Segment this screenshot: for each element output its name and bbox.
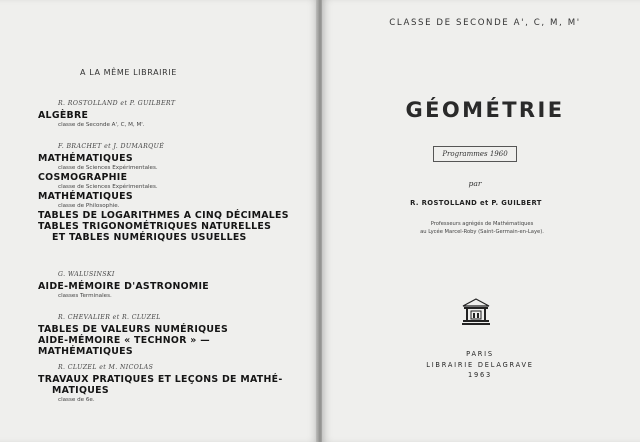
book-title: ALGÈBRE [38, 110, 89, 121]
book-title: TABLES TRIGONOMÉTRIQUES NATURELLES [38, 221, 272, 232]
book-title: TRAVAUX PRATIQUES ET LEÇONS DE MATHÉ- [38, 374, 283, 385]
par-label: par [468, 179, 482, 188]
title-page-authors: R. ROSTOLLAND et P. GUILBERT [410, 199, 542, 207]
book-title: AIDE-MÉMOIRE « TECHNOR » — MATHÉMATIQUES [38, 335, 210, 357]
book-subtitle: classe de Philosophie. [58, 203, 120, 209]
right-page [322, 0, 640, 442]
book-title: AIDE-MÉMOIRE D'ASTRONOMIE [38, 281, 210, 292]
left-page [0, 0, 318, 442]
credentials-line: Professeurs agrégés de Mathématiques [430, 221, 534, 227]
library-header: A LA MÊME LIBRAIRIE [80, 68, 177, 77]
group-authors: R. ROSTOLLAND et P. GUILBERT [58, 100, 176, 107]
book-title: TABLES DE LOGARITHMES A CINQ DÉCIMALES [38, 210, 289, 221]
group-walusinski [38, 271, 308, 300]
publisher-city: PARIS [466, 350, 494, 358]
group-rostolland [38, 100, 308, 129]
book-subtitle: classe de Seconde A', C, M, M'. [58, 122, 145, 128]
book-subtitle: classe de Sciences Expérimentales. [58, 184, 158, 190]
book-title-cont: ET TABLES NUMÉRIQUES USUELLES [52, 232, 247, 243]
book-title-continuation [38, 232, 308, 243]
book-title: COSMOGRAPHIE [38, 172, 128, 183]
group-chevalier [38, 314, 308, 357]
publisher-name: LIBRAIRIE DELAGRAVE [426, 360, 534, 369]
publisher-block [400, 349, 560, 381]
group-authors: R. CHEVALIER et R. CLUZEL [58, 314, 161, 321]
class-header: CLASSE DE SECONDE A', C, M, M' [389, 18, 581, 28]
book-subtitle: classe de Sciences Expérimentales. [58, 165, 158, 171]
book-subtitle: classes Terminales. [58, 293, 112, 299]
group-authors: R. CLUZEL et M. NICOLAS [58, 364, 154, 371]
book-title-cont: MATIQUES [52, 385, 109, 396]
group-authors: F. BRACHET et J. DUMARQUÉ [58, 143, 165, 150]
book-subtitle: classe de 6e. [58, 397, 95, 403]
group-brachet [38, 143, 308, 243]
book-title: TABLES DE VALEURS NUMÉRIQUES [38, 324, 229, 335]
book-title-main: GÉOMÉTRIE [405, 98, 565, 122]
group-cluzel [38, 364, 308, 404]
programme-box: Programmes 1960 [433, 146, 517, 162]
publisher-temple-logo-icon [461, 298, 491, 326]
book-title: MATHÉMATIQUES [38, 153, 133, 164]
credentials-line: au Lycée Marcel-Roby (Saint-Germain-en-Laye). [420, 229, 544, 235]
author-credentials [392, 220, 572, 236]
group-authors: G. WALUSINSKI [58, 271, 115, 278]
publisher-year: 1963 [468, 371, 492, 379]
book-title-continuation [38, 385, 308, 396]
book-title: MATHÉMATIQUES [38, 191, 133, 202]
